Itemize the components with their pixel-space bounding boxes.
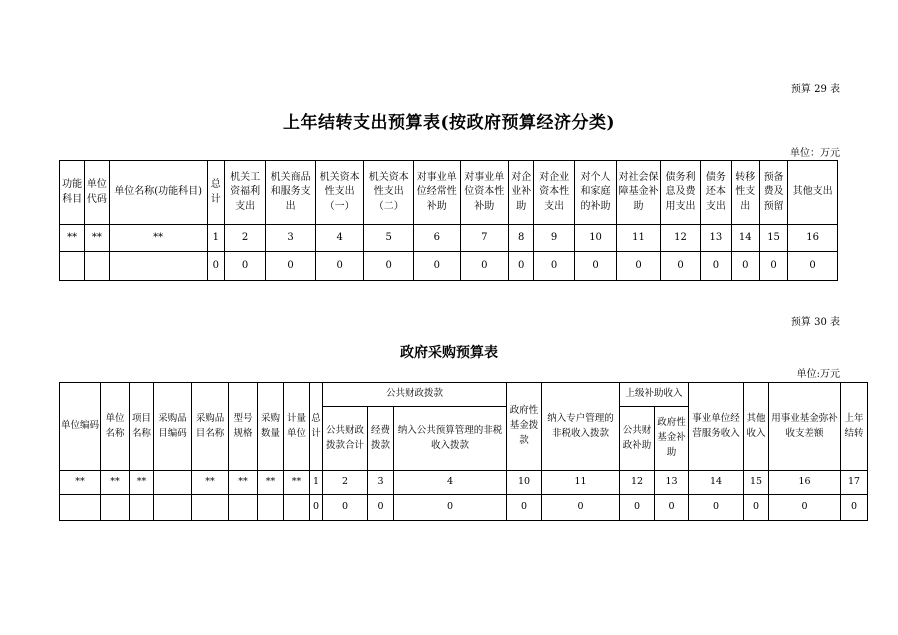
table2-group-superior: 上级补助收入	[620, 383, 689, 407]
table2-data-cell: 0	[689, 495, 744, 521]
table1-index-cell: 15	[759, 225, 787, 252]
table2-header-cell: 政府性基金拨款	[507, 383, 542, 471]
table1-header-row	[60, 161, 838, 225]
table2-data-cell: 0	[368, 495, 394, 521]
table2-title: 政府采购预算表	[400, 345, 498, 361]
table2-data-cell	[284, 495, 310, 521]
table2-index-cell: 14	[689, 471, 744, 495]
table2-data-cell: 0	[655, 495, 689, 521]
table2-index-cell: 17	[841, 471, 868, 495]
table2-index-cell: **	[284, 471, 310, 495]
table1-data-cell: 0	[460, 252, 509, 281]
table2-data-cell	[154, 495, 192, 521]
table1-data-cell: 0	[509, 252, 534, 281]
table2-header-cell: 总计	[310, 383, 323, 471]
table2-tag: 预算 30 表	[790, 317, 840, 328]
table1-index-cell: 12	[660, 225, 700, 252]
table1-index-cell: 8	[509, 225, 534, 252]
table1-index-cell: 13	[701, 225, 731, 252]
table2-header-cell: 计量单位	[284, 383, 310, 471]
table2-data-cell: 0	[310, 495, 323, 521]
table1-header-cell: 功能科目	[60, 161, 85, 225]
table2-index-cell: **	[258, 471, 284, 495]
table1-header-cell: 对事业单位经常性补助	[414, 161, 461, 225]
table2-index-cell: **	[60, 471, 101, 495]
table1-index-cell: **	[109, 225, 207, 252]
table1-header-cell: 其他支出	[788, 161, 838, 225]
table2-index-cell: 4	[394, 471, 507, 495]
table1-data-cell: 0	[534, 252, 574, 281]
table1-unit: 单位：万元	[790, 148, 840, 159]
table2-subheader-cell: 经费拨款	[368, 407, 394, 471]
table1-data-cell: 0	[660, 252, 700, 281]
table2-data-cell: 0	[507, 495, 542, 521]
table1-header-cell: 机关资本性支出（一）	[315, 161, 364, 225]
table2-header-cell: 采购品目编码	[154, 383, 192, 471]
table2-header-cell: 用事业基金弥补收支差额	[769, 383, 841, 471]
table2	[59, 382, 868, 521]
table1-header-cell: 债务还本支出	[701, 161, 731, 225]
table2-index-cell: **	[130, 471, 154, 495]
table1-header-cell: 单位代码	[85, 161, 109, 225]
table2-header-cell: 纳入专户管理的非税收入拨款	[542, 383, 620, 471]
table1-header-cell: 机关商品和服务支出	[266, 161, 316, 225]
table1-header-cell: 对事业单位资本性补助	[460, 161, 509, 225]
table2-header-cell: 采购品目名称	[192, 383, 229, 471]
table1-data-cell: 0	[414, 252, 461, 281]
table1-data-cell: 0	[266, 252, 316, 281]
table2-data-cell	[101, 495, 130, 521]
table1-data-cell: 0	[788, 252, 838, 281]
table1-index-cell: **	[85, 225, 109, 252]
table1-header-cell: 总计	[207, 161, 224, 225]
table1-index-cell: 9	[534, 225, 574, 252]
table2-subheader-cell: 纳入公共预算管理的非税收入拨款	[394, 407, 507, 471]
table1-data-cell: 0	[701, 252, 731, 281]
table2-data-cell: 0	[394, 495, 507, 521]
table2-index-cell: 3	[368, 471, 394, 495]
table1-data-cell: 0	[207, 252, 224, 281]
table2-header-cell: 型号规格	[229, 383, 258, 471]
table2-index-cell: 16	[769, 471, 841, 495]
table1-data-cell	[85, 252, 109, 281]
table1-index-cell: **	[60, 225, 85, 252]
table1-header-cell: 对企业资本性支出	[534, 161, 574, 225]
table2-data-cell: 0	[744, 495, 769, 521]
table2-subheader-cell: 公共财政拨款合计	[323, 407, 368, 471]
table2-index-cell: 13	[655, 471, 689, 495]
table1-index-cell: 16	[788, 225, 838, 252]
table1-data-cell	[60, 252, 85, 281]
table2-index-cell: **	[192, 471, 229, 495]
table1-data-row	[60, 252, 838, 281]
table2-data-cell	[229, 495, 258, 521]
table2-index-cell: **	[229, 471, 258, 495]
table2-index-row	[60, 471, 868, 495]
table2-header-cell: 事业单位经营服务收入	[689, 383, 744, 471]
table1-index-cell: 10	[574, 225, 616, 252]
table1-header-cell: 对社会保障基金补助	[617, 161, 661, 225]
table1-header-cell: 预备费及预留	[759, 161, 787, 225]
table1-index-cell: 14	[731, 225, 759, 252]
table2-data-cell	[60, 495, 101, 521]
table1-header-cell: 对个人和家庭的补助	[574, 161, 616, 225]
table2-header-cell: 单位名称	[101, 383, 130, 471]
table2-data-cell	[130, 495, 154, 521]
table1-header-cell: 债务利息及费用支出	[660, 161, 700, 225]
table1-header-cell: 单位名称(功能科目)	[109, 161, 207, 225]
table1-title: 上年结转支出预算表(按政府预算经济分类)	[282, 113, 616, 133]
table2-header-cell: 项目名称	[130, 383, 154, 471]
table1-data-cell: 0	[364, 252, 414, 281]
table2-subheader-cell: 公共财政补助	[620, 407, 655, 471]
table1-index-cell: 4	[315, 225, 364, 252]
table2-data-cell: 0	[323, 495, 368, 521]
table2-header-cell: 单位编码	[60, 383, 101, 471]
table1-header-cell: 机关资本性支出（二）	[364, 161, 414, 225]
table2-header-cell: 上年结转	[841, 383, 868, 471]
table2-data-cell: 0	[620, 495, 655, 521]
table1-header-cell: 转移性支出	[731, 161, 759, 225]
table1-index-cell: 7	[460, 225, 509, 252]
table1-index-row	[60, 225, 838, 252]
table1	[59, 160, 838, 281]
table1-index-cell: 1	[207, 225, 224, 252]
table2-data-cell: 0	[841, 495, 868, 521]
table2-index-cell: **	[101, 471, 130, 495]
table1-index-cell: 5	[364, 225, 414, 252]
table2-index-cell: 2	[323, 471, 368, 495]
table2-index-cell	[154, 471, 192, 495]
table1-data-cell	[109, 252, 207, 281]
table1-index-cell: 11	[617, 225, 661, 252]
table2-data-cell: 0	[769, 495, 841, 521]
table2-index-cell: 12	[620, 471, 655, 495]
table1-data-cell: 0	[759, 252, 787, 281]
table2-data-cell: 0	[542, 495, 620, 521]
table2-index-cell: 11	[542, 471, 620, 495]
table1-index-cell: 3	[266, 225, 316, 252]
table1-data-cell: 0	[731, 252, 759, 281]
table2-index-cell: 10	[507, 471, 542, 495]
table2-group-public: 公共财政拨款	[323, 383, 507, 407]
table1-data-cell: 0	[574, 252, 616, 281]
table2-subheader-cell: 政府性基金补助	[655, 407, 689, 471]
table2-unit: 单位:万元	[796, 369, 840, 380]
table1-header-cell: 对企业补助	[509, 161, 534, 225]
table1-data-cell: 0	[224, 252, 265, 281]
table1-data-cell: 0	[617, 252, 661, 281]
table2-data-cell	[192, 495, 229, 521]
table1-data-cell: 0	[315, 252, 364, 281]
table2-data-row	[60, 495, 868, 521]
table2-index-cell: 1	[310, 471, 323, 495]
table2-header-cell: 采购数量	[258, 383, 284, 471]
table2-header-row-1	[60, 383, 868, 407]
table1-index-cell: 2	[224, 225, 265, 252]
table1-tag: 预算 29 表	[790, 84, 840, 95]
table2-index-cell: 15	[744, 471, 769, 495]
table1-header-cell: 机关工资福利支出	[224, 161, 265, 225]
table2-data-cell	[258, 495, 284, 521]
table2-header-cell: 其他收入	[744, 383, 769, 471]
table1-index-cell: 6	[414, 225, 461, 252]
